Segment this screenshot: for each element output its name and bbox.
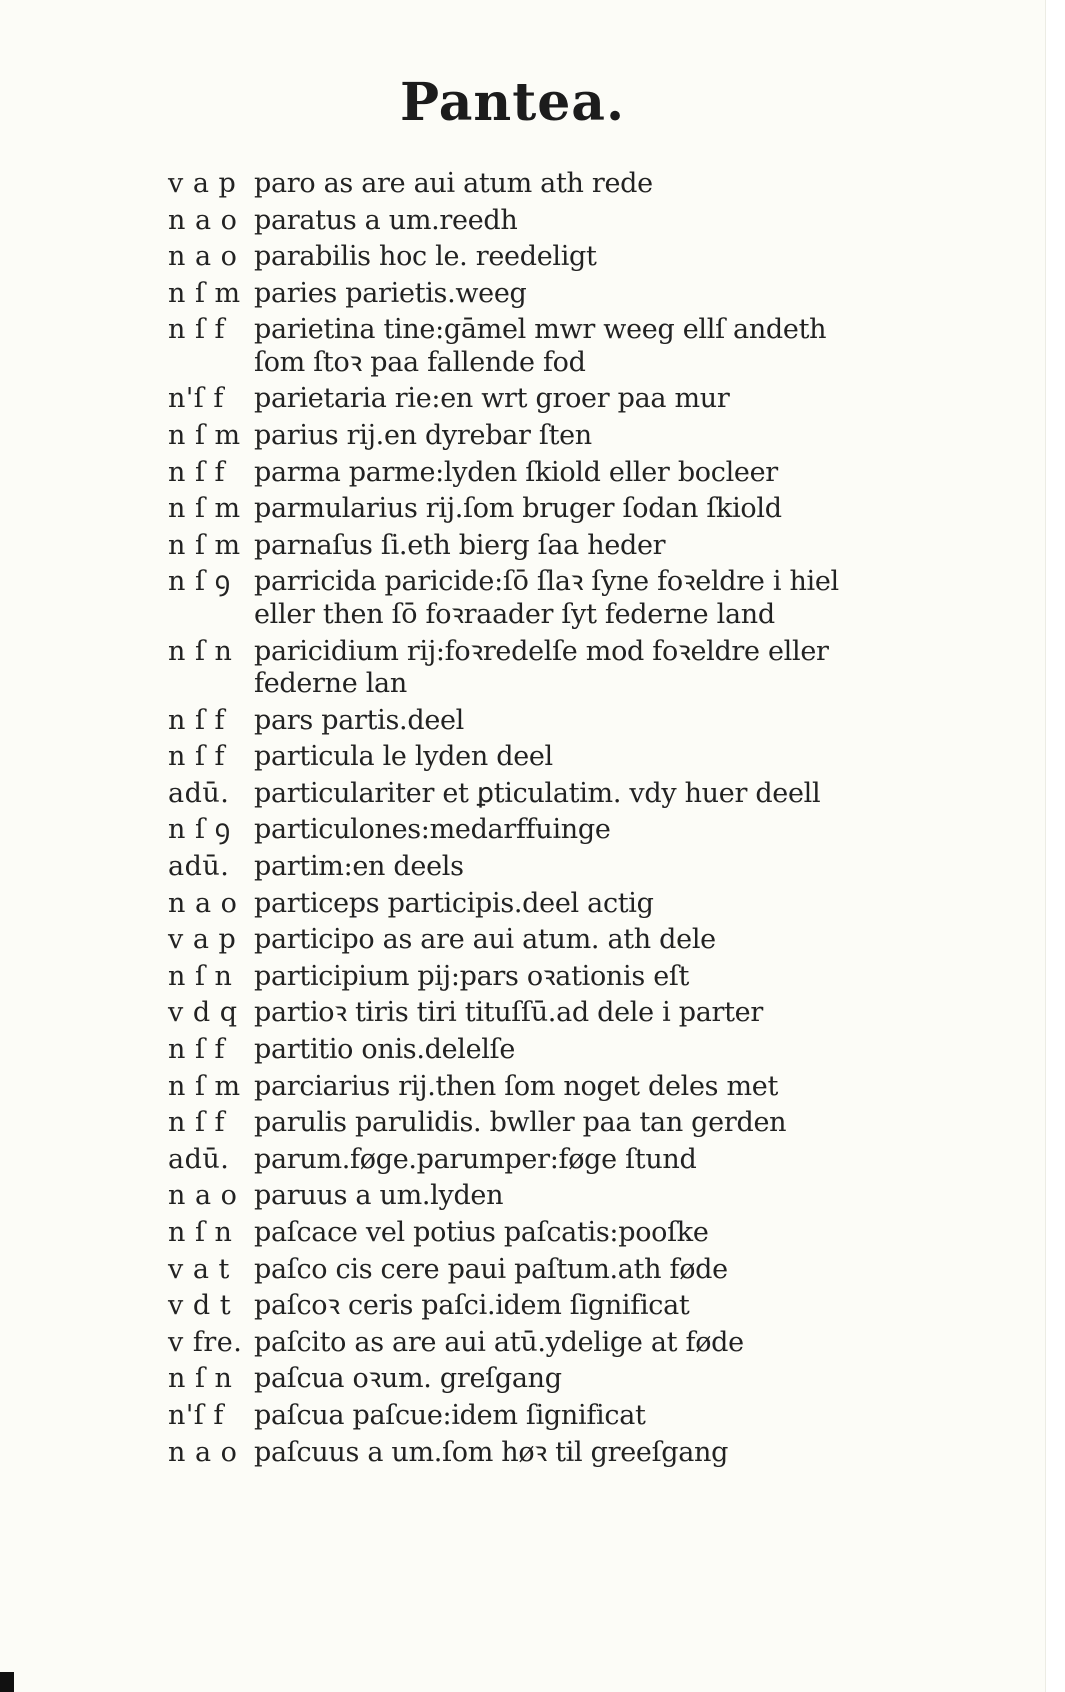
dictionary-entry (168, 457, 968, 490)
entry-line: paro as are aui atum ath rede (254, 168, 653, 199)
grammar-tag: adū. (168, 851, 230, 882)
grammar-tag: n'ſ f (168, 383, 224, 415)
grammar-tag: n ſ ꝯ (168, 814, 231, 846)
dictionary-entry (168, 1363, 968, 1396)
entry-text (254, 1180, 968, 1213)
entry-line: parnaſus ſi.eth bierg ſaa heder (254, 529, 666, 561)
dictionary-entry (168, 420, 968, 453)
entry-text (254, 1363, 968, 1396)
entry-text (254, 851, 968, 884)
entry-text (254, 961, 968, 994)
dictionary-entry (168, 1180, 968, 1213)
entry-text (254, 705, 968, 738)
entry-text (254, 314, 968, 379)
grammar-tag: n ſ m (168, 277, 241, 309)
entry-text (254, 1217, 968, 1250)
entry-continuation-line: federne lan (254, 668, 407, 700)
dictionary-entry (168, 1254, 968, 1287)
entry-text (254, 1034, 968, 1067)
dictionary-entry (168, 741, 968, 774)
entry-line: partim:en deels (254, 851, 464, 882)
dictionary-entries (168, 168, 968, 1473)
entry-line: paſcito as are aui atū.ydelige at føde (254, 1326, 744, 1358)
dictionary-entry (168, 636, 968, 701)
entry-continuation-line: eller then ſō foꝛraader ſyt federne land (254, 598, 775, 630)
grammar-tag: n a o (168, 1436, 238, 1468)
entry-line: parulis parulidis. bwller paa tan gerden (254, 1107, 787, 1139)
entry-line: parietina tine:gāmel mwr weeg ellſ andeth (254, 314, 827, 346)
dictionary-entry (168, 888, 968, 921)
dictionary-entry (168, 1437, 968, 1470)
dictionary-entry (168, 1071, 968, 1104)
entry-line: partioꝛ tiris tiri tituſſū.ad dele i parter (254, 997, 763, 1029)
dictionary-entry (168, 961, 968, 994)
entry-text (254, 1144, 968, 1177)
entry-continuation-line: ſom ſtoꝛ paa fallende fod (254, 346, 586, 378)
dictionary-entry (168, 1400, 968, 1433)
dictionary-entry (168, 1107, 968, 1140)
entry-line: parietaria rie:en wrt groer paa mur (254, 383, 730, 415)
grammar-tag: n a o (168, 241, 238, 273)
dictionary-entry (168, 851, 968, 884)
grammar-tag: n ſ f (168, 314, 226, 346)
entry-line: paſco cis cere paui paſtum.ath føde (254, 1253, 728, 1285)
entry-text (254, 1254, 968, 1287)
entry-line: parricida paricide:ſō ſlaꝛ ſyne foꝛeldre i hiel (254, 566, 839, 598)
dictionary-entry (168, 814, 968, 847)
grammar-tag: n a o (168, 887, 238, 919)
dictionary-entry (168, 205, 968, 238)
entry-line: paricidium rij:foꝛredelſe mod foꝛeldre eller (254, 635, 829, 667)
entry-line: participium pij:pars oꝛationis eſt (254, 960, 690, 992)
grammar-tag: adū. (168, 777, 230, 809)
entry-line: paſcace vel potius paſcatis:pooſke (254, 1216, 709, 1248)
entry-line: paſcua paſcue:idem ſignificat (254, 1399, 646, 1431)
scan-edge-mark (0, 1672, 14, 1692)
dictionary-entry (168, 1217, 968, 1250)
entry-line: parius rij.en dyrebar ſten (254, 420, 592, 452)
entry-line: paſcoꝛ ceris paſci.idem ſignificat (254, 1290, 690, 1322)
entry-line: paries parietis.weeg (254, 277, 527, 309)
entry-text (254, 1400, 968, 1433)
entry-line: paſcua oꝛum. greſgang (254, 1363, 562, 1395)
entry-text (254, 636, 968, 701)
grammar-tag: n a o (168, 204, 238, 236)
entry-text (254, 420, 968, 453)
entry-text (254, 888, 968, 921)
grammar-tag: adū. (168, 1143, 230, 1175)
grammar-tag: n ſ f (168, 1033, 226, 1065)
entry-text (254, 741, 968, 774)
grammar-tag: n ſ m (168, 493, 241, 525)
entry-line: parum.føge.parumper:føge ſtund (254, 1143, 697, 1175)
entry-text (254, 383, 968, 416)
dictionary-entry (168, 1034, 968, 1067)
entry-text (254, 457, 968, 490)
entry-line: parciarius rij.then ſom noget deles met (254, 1070, 779, 1102)
entry-text (254, 1107, 968, 1140)
dictionary-entry (168, 1290, 968, 1323)
grammar-tag: n ſ n (168, 960, 233, 992)
entry-line: parabilis hoc le. reedeligt (254, 241, 597, 273)
entry-line: participo as are aui atum. ath dele (254, 924, 716, 956)
entry-text (254, 566, 968, 631)
grammar-tag: v d q (168, 997, 238, 1029)
entry-text (254, 1071, 968, 1104)
dictionary-entry (168, 493, 968, 526)
entry-text (254, 1290, 968, 1323)
dictionary-entry (168, 168, 968, 201)
entry-text (254, 814, 968, 847)
grammar-tag: n ſ m (168, 1070, 241, 1102)
entry-text (254, 493, 968, 526)
grammar-tag: v fre. (168, 1326, 243, 1358)
dictionary-entry (168, 1327, 968, 1360)
grammar-tag: v a t (168, 1253, 230, 1285)
entry-line: parmularius rij.ſom bruger ſodan ſkiold (254, 493, 782, 525)
page-heading: Pantea. (400, 72, 626, 133)
grammar-tag: n ſ f (168, 704, 226, 736)
entry-text (254, 997, 968, 1030)
dictionary-entry (168, 278, 968, 311)
dictionary-entry (168, 566, 968, 631)
grammar-tag: n ſ ꝯ (168, 566, 231, 598)
grammar-tag: n ſ f (168, 1107, 226, 1139)
grammar-tag: n ſ n (168, 1363, 233, 1395)
dictionary-entry (168, 530, 968, 563)
entry-text (254, 278, 968, 311)
entry-text (254, 1437, 968, 1470)
grammar-tag: v a p (168, 924, 237, 956)
entry-text (254, 1327, 968, 1360)
dictionary-entry (168, 1144, 968, 1177)
entry-text (254, 241, 968, 274)
grammar-tag: n ſ f (168, 456, 226, 488)
grammar-tag: n ſ m (168, 529, 241, 561)
entry-line: particulones:medarffuinge (254, 814, 611, 846)
dictionary-entry (168, 778, 968, 811)
dictionary-entry (168, 383, 968, 416)
grammar-tag: v d t (168, 1290, 232, 1322)
entry-text (254, 924, 968, 957)
entry-line: parma parme:lyden ſkiold eller bocleer (254, 456, 778, 488)
entry-text (254, 778, 968, 811)
entry-text (254, 205, 968, 238)
entry-text (254, 168, 968, 201)
dictionary-entry (168, 241, 968, 274)
grammar-tag: v a p (168, 168, 237, 199)
entry-line: paratus a um.reedh (254, 204, 518, 236)
entry-line: particula le lyden deel (254, 741, 553, 773)
grammar-tag: n'ſ f (168, 1399, 224, 1431)
entry-line: pars partis.deel (254, 704, 465, 736)
dictionary-entry (168, 705, 968, 738)
dictionary-entry (168, 314, 968, 379)
grammar-tag: n ſ n (168, 635, 233, 667)
entry-line: particulariter et ꝑticulatim. vdy huer deell (254, 777, 821, 809)
grammar-tag: n a o (168, 1180, 238, 1212)
entry-text (254, 530, 968, 563)
grammar-tag: n ſ n (168, 1216, 233, 1248)
entry-line: particeps participis.deel actig (254, 887, 654, 919)
dictionary-entry (168, 924, 968, 957)
entry-line: paruus a um.lyden (254, 1180, 504, 1212)
dictionary-entry (168, 997, 968, 1030)
grammar-tag: n ſ m (168, 420, 241, 452)
entry-line: paſcuus a um.ſom høꝛ til greeſgang (254, 1436, 729, 1468)
entry-line: partitio onis.delelſe (254, 1033, 515, 1065)
grammar-tag: n ſ f (168, 741, 226, 773)
